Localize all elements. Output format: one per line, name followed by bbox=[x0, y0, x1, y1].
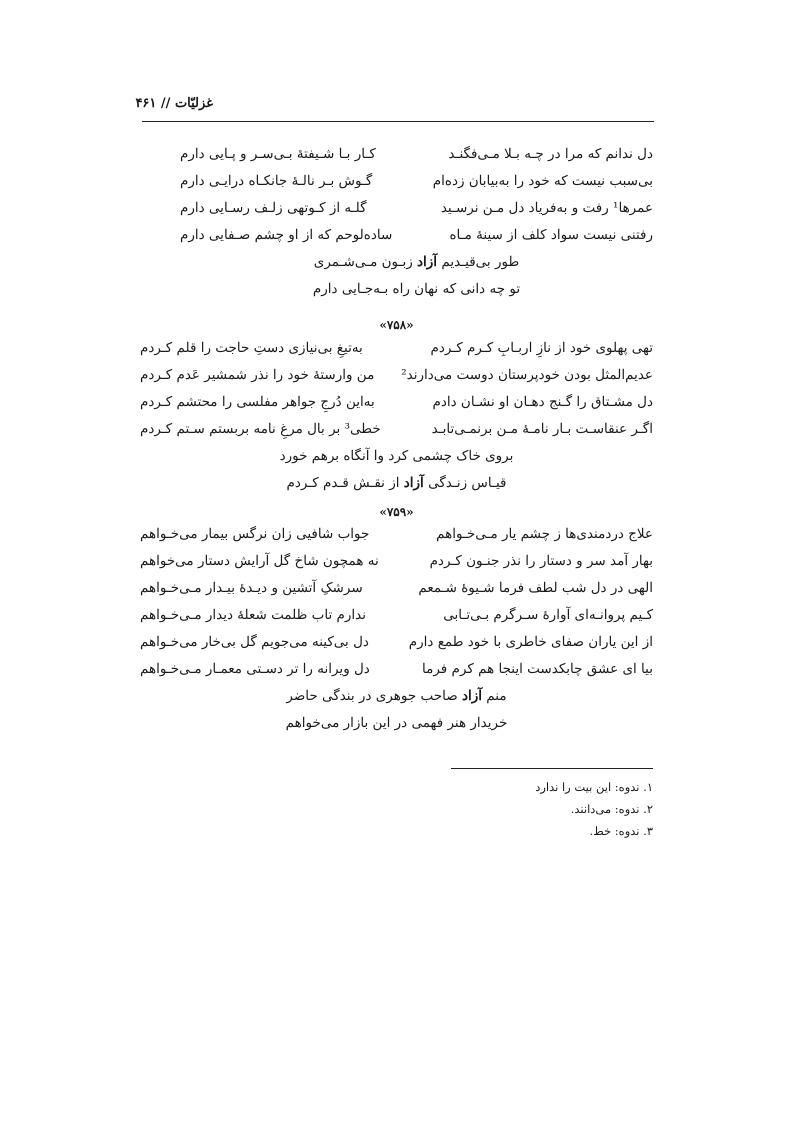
hemistich-right: اگـر عنقاسـت بـار نامـهٔ مـن برنمـی‌تابـد bbox=[431, 421, 653, 437]
hemistich-left: به‌تیغِ بی‌نیازی دستِ حاجت را قلم کـردم bbox=[140, 340, 363, 356]
footnote-rule bbox=[451, 768, 653, 769]
hemistich-right: دل ندانم که مرا در چـه بـلا مـی‌فگنـد bbox=[448, 146, 653, 162]
hemistich-right: دل مشـتاق را گـنج دهـان او نشـان دادم bbox=[432, 394, 653, 410]
hemistich-left: جواب شافیی زان نرگس بیمار می‌خـواهم bbox=[140, 526, 370, 542]
hemistich-right: عدیم‌المثل بودن خودپرستان دوست می‌دارند² bbox=[401, 367, 653, 383]
couplet bbox=[140, 367, 653, 391]
hemistich-left: دل بی‌کینه می‌جویم گل بی‌خار می‌خـواهم bbox=[140, 634, 369, 650]
footnote: ۲. ندوه: می‌دانند. bbox=[570, 802, 653, 816]
couplet bbox=[140, 661, 653, 685]
running-header: غزلیّات // ۴۶۱ bbox=[135, 96, 213, 111]
couplet bbox=[180, 146, 653, 170]
hemistich-left: سرشکِ آتشین و دیـدهٔ بیـدار مـی‌خـواهم bbox=[140, 580, 363, 596]
couplet bbox=[180, 227, 653, 251]
hemistich-right: بهار آمد سر و دستار را نذر جنـون کـردم bbox=[429, 553, 653, 569]
closing-line: قیـاس زنـدگی آزاد از نقـش قـدم کـردم bbox=[286, 475, 507, 491]
hemistich-right: رفتنی نیست سواد کلف از سینهٔ مـاه bbox=[449, 227, 653, 243]
couplet bbox=[140, 394, 653, 418]
couplet bbox=[140, 421, 653, 445]
closing-line: بروی خاک چشمی کرد وا آنگاه برهم خورد bbox=[279, 448, 514, 464]
couplet bbox=[140, 580, 653, 604]
hemistich-left: ندارم تاب ظلمت شعلهٔ دیدار مـی‌خـواهم bbox=[140, 607, 367, 623]
hemistich-right: بیا ای عشق چابکدست اینجا هم کرم فرما bbox=[422, 661, 653, 677]
hemistich-right: بی‌سبب نیست که خود را به‌بیابان زده‌ام bbox=[432, 173, 653, 189]
hemistich-left: گلـه از کـوتهی زلـف رسـایی دارم bbox=[180, 200, 367, 216]
poet-name: آزاد bbox=[461, 688, 483, 704]
hemistich-left: به‌این دُرجِ جواهر مفلسی را محتشم کـردم bbox=[140, 394, 375, 410]
footnote: ۳. ندوه: خط. bbox=[589, 824, 653, 838]
hemistich-right: الهی در دل شب لطف فرما شـیوهٔ شـمعم bbox=[418, 580, 653, 596]
poem-number: «۷۵۸» bbox=[379, 318, 414, 332]
hemistich-left: ساده‌لوحم که از او چشم صـفایی دارم bbox=[180, 227, 393, 243]
hemistich-right: عمرها¹ رفت و به‌فریاد دل مـن نرسـید bbox=[440, 200, 653, 216]
couplet bbox=[140, 634, 653, 658]
hemistich-right: از این یاران صفای خاطری با خود طمع دارم bbox=[408, 634, 653, 650]
hemistich-left: من وارستهٔ خود را نذر شمشیر عَدم کـردم bbox=[140, 367, 375, 383]
hemistich-right: تهی پهلوی خود از نازِ اربـابِ کـرم کـردم bbox=[430, 340, 653, 356]
closing-line: تو چه دانی که نهان راه بـه‌جـایی دارم bbox=[312, 281, 521, 297]
poet-name: آزاد bbox=[417, 254, 438, 270]
hemistich-left: دل ویرانه را تر دسـتی معمـار مـی‌خـواهم bbox=[140, 661, 370, 677]
hemistich-left: کـار بـا شـیفتهٔ بـی‌سـر و پـایی دارم bbox=[180, 146, 376, 162]
hemistich-left: گـوش بـر نالـهٔ جانکـاه درایـی دارم bbox=[180, 173, 373, 189]
hemistich-left: خطی³ بر بال مرغِ نامه بربستم سـتم کـردم bbox=[140, 421, 381, 437]
hemistich-right: کـیم پروانـه‌ای آوارهٔ سـرگرم بـی‌تـابی bbox=[443, 607, 653, 623]
hemistich-right: علاج دردمندی‌ها ز چشم یار مـی‌خـواهم bbox=[436, 526, 653, 542]
hemistich-left: نه همچون شاخ گل آرایش دستار می‌خواهم bbox=[140, 553, 379, 569]
couplet bbox=[140, 553, 653, 577]
closing-line: منم آزاد صاحب جوهری در بندگی حاضر bbox=[286, 688, 507, 704]
header-rule bbox=[142, 121, 654, 122]
closing-line: خریدار هنر فهمی در این بازار می‌خواهم bbox=[285, 715, 508, 731]
couplet bbox=[180, 200, 653, 224]
closing-line: طور بی‌قیـدیم آزاد زبـون مـی‌شـمری bbox=[313, 254, 520, 270]
couplet bbox=[140, 526, 653, 550]
footnote: ۱. ندوه: این بیت را ندارد bbox=[535, 780, 653, 794]
couplet bbox=[140, 607, 653, 631]
poet-name: آزاد bbox=[403, 475, 424, 491]
couplet bbox=[140, 340, 653, 364]
poem-number: «۷۵۹» bbox=[379, 505, 414, 519]
couplet bbox=[180, 173, 653, 197]
